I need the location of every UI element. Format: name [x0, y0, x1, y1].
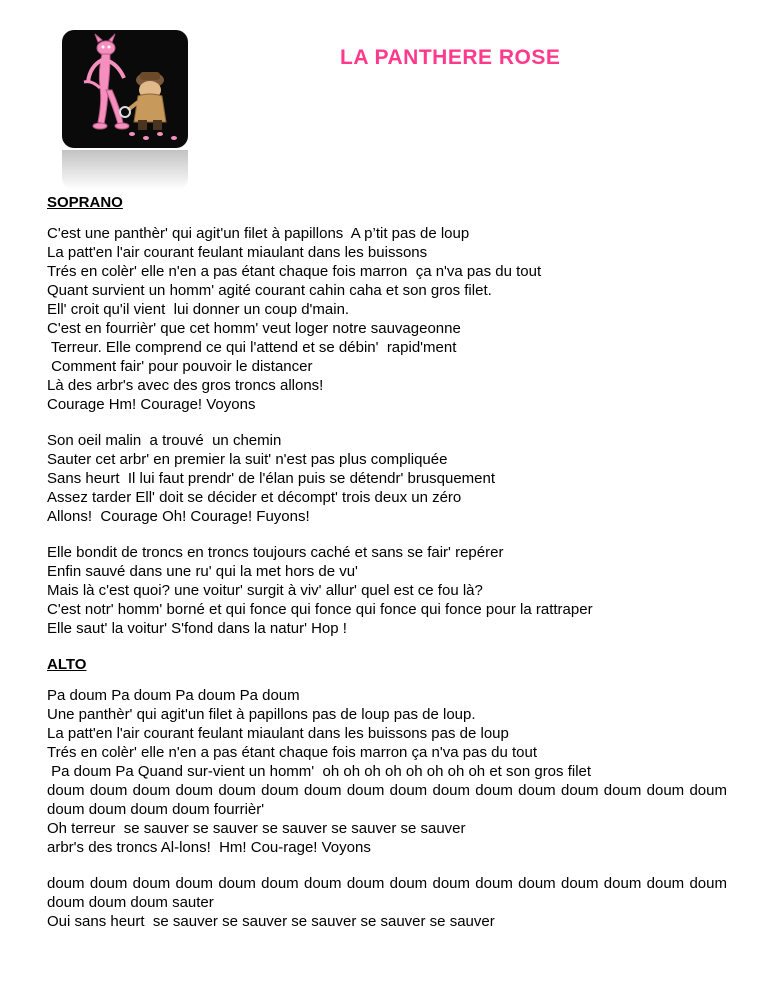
pink-panther-and-inspector-icon — [62, 30, 188, 148]
lyric-line: Elle saut' la voitur' S'fond dans la natur' Hop ! — [47, 620, 347, 637]
stanza — [47, 543, 727, 638]
stanza — [47, 224, 727, 414]
lyric-line: C'est notr' homm' borné et qui fonce qui fonce qui fonce qui fonce pour la rattraper — [47, 601, 593, 618]
lyric-line: Mais là c'est quoi? une voitur' surgit à viv' allur' quel est ce fou là? — [47, 582, 483, 599]
section-heading-soprano: SOPRANO — [47, 194, 123, 211]
lyric-line: Assez tarder Ell' doit se décider et décompt' trois deux un zéro — [47, 489, 462, 506]
lyric-line: Là des arbr's avec des gros troncs allons! — [47, 377, 324, 394]
lyric-line: La patt'en l'air courant feulant miaulant dans les buissons pas de loup — [47, 725, 509, 742]
lyric-line: Sauter cet arbr' en premier la suit' n'est pas plus compliquée — [47, 451, 448, 468]
lyric-line: La patt'en l'air courant feulant miaulant dans les buissons — [47, 244, 428, 261]
lyric-line: Courage Hm! Courage! Voyons — [47, 396, 256, 413]
lyric-line: Allons! Courage Oh! Courage! Fuyons! — [47, 508, 310, 525]
section-heading-alto: ALTO — [47, 656, 87, 673]
lyric-line: Quant survient un homm' agité courant cahin caha et son gros filet. — [47, 282, 492, 299]
lyric-line: Terreur. Elle comprend ce qui l'attend et se débin' rapid'ment — [47, 339, 457, 356]
lyric-line: Son oeil malin a trouvé un chemin — [47, 432, 282, 449]
lyric-line: Elle bondit de troncs en troncs toujours caché et sans se fair' repérer — [47, 544, 504, 561]
lyric-line: Enfin sauvé dans une ru' qui la met hors de vu' — [47, 563, 358, 580]
stanza — [47, 686, 727, 857]
lyrics-content — [47, 193, 727, 948]
lyric-line: Trés en colèr' elle n'en a pas étant chaque fois marron ça n'va pas du tout — [47, 744, 537, 761]
lyric-line: Oui sans heurt se sauver se sauver se sauver se sauver se sauver — [47, 913, 495, 930]
alto-section — [47, 655, 727, 931]
lyric-line: doum doum doum doum doum doum doum doum doum doum doum doum doum doum doum doum doum doum doum sauter — [47, 875, 727, 911]
lyric-line: Pa doum Pa doum Pa doum Pa doum — [47, 687, 300, 704]
stanza — [47, 431, 727, 526]
lyric-line: Trés en colèr' elle n'en a pas étant chaque fois marron ça n'va pas du tout — [47, 263, 542, 280]
lyric-line: Oh terreur se sauver se sauver se sauver se sauver se sauver — [47, 820, 466, 837]
lyric-line: Une panthèr' qui agit'un filet à papillons pas de loup pas de loup. — [47, 706, 476, 723]
logo-reflection — [62, 150, 188, 190]
stanza — [47, 874, 727, 931]
document-title: LA PANTHERE ROSE — [340, 46, 561, 69]
lyric-line: Sans heurt Il lui faut prendr' de l'élan puis se détendr' brusquement — [47, 470, 496, 487]
soprano-section — [47, 193, 727, 638]
lyric-line: Pa doum Pa Quand sur-vient un homm' oh oh oh oh oh oh oh oh et son gros filet — [47, 763, 592, 780]
lyric-line: arbr's des troncs Al-lons! Hm! Cou-rage! Voyons — [47, 839, 371, 856]
logo — [62, 30, 188, 148]
lyric-line: Ell' croit qu'il vient lui donner un coup d'main. — [47, 301, 350, 318]
lyric-line: Comment fair' pour pouvoir le distancer — [47, 358, 313, 375]
lyric-line: C'est en fourrièr' que cet homm' veut loger notre sauvageonne — [47, 320, 461, 337]
lyric-line: doum doum doum doum doum doum doum doum doum doum doum doum doum doum doum doum doum doum doum doum fourrièr' — [47, 782, 727, 818]
lyric-line: C'est une panthèr' qui agit'un filet à papillons A p’tit pas de loup — [47, 225, 470, 242]
